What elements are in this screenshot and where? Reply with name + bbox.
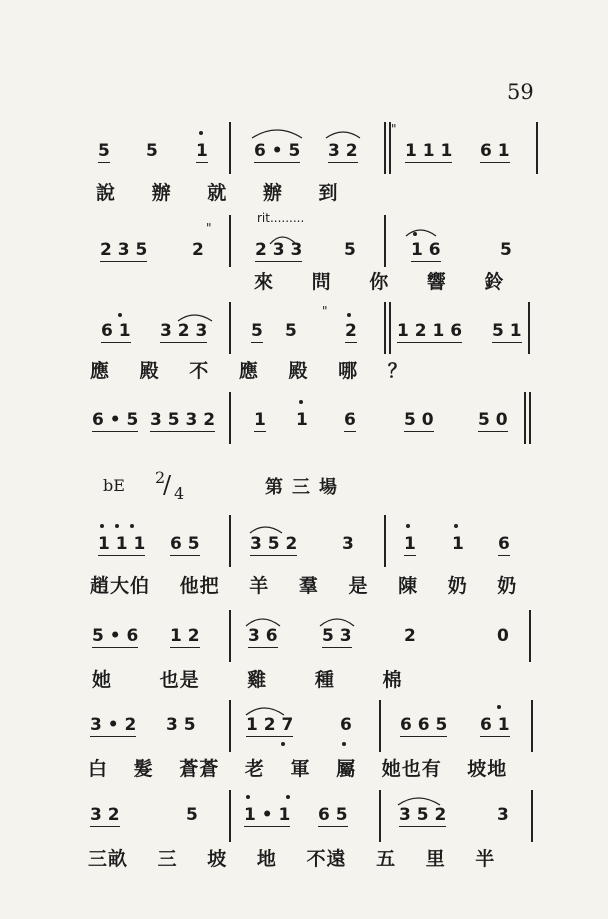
- note: 5: [186, 805, 198, 825]
- slur: [270, 237, 296, 244]
- breath-mark: ": [391, 122, 397, 136]
- lyric-line: 應 殿 不 應 殿 哪 ？: [90, 360, 408, 382]
- slur: [178, 315, 212, 321]
- slur-marks: [0, 120, 608, 180]
- section-title: 第三場: [265, 477, 346, 498]
- note: 1 2 1 6: [397, 321, 463, 341]
- note: 5 • 6: [92, 626, 139, 646]
- note: 6: [498, 534, 510, 554]
- note: 3: [497, 805, 509, 825]
- note: 1 2 7: [246, 715, 294, 735]
- note: 5: [146, 141, 158, 161]
- note: 5: [500, 240, 512, 260]
- note: 1: [296, 410, 308, 430]
- slur-marks: [0, 787, 608, 827]
- key-signature: bE: [103, 476, 125, 495]
- slur-marks: [0, 515, 608, 555]
- time-signature-slash: /: [163, 471, 172, 499]
- note: 1 6: [411, 240, 441, 260]
- slur-marks: [0, 608, 608, 648]
- note: 6 • 5: [92, 410, 139, 430]
- bar-line: [529, 392, 531, 444]
- note: 5: [98, 141, 110, 161]
- note: 3 5 2: [250, 534, 298, 554]
- slur-marks: [0, 220, 608, 260]
- note: 3 2: [328, 141, 358, 161]
- bar-line: [229, 392, 231, 444]
- note: 6 5: [170, 534, 200, 554]
- note: 6 • 5: [254, 141, 301, 161]
- lyric-line: 她 也是 雞 種 棉: [92, 669, 403, 691]
- slur: [250, 527, 282, 533]
- note: 1 1 1: [98, 534, 146, 554]
- slur: [326, 132, 360, 138]
- note: 5 0: [478, 410, 508, 430]
- note: 6 1: [101, 321, 131, 341]
- note: 0: [497, 626, 509, 646]
- low-octave-dot: [342, 742, 346, 746]
- note: 1: [452, 534, 464, 554]
- time-signature-bottom: 4: [174, 484, 185, 503]
- note: 5 3: [322, 626, 352, 646]
- note: 5 1: [492, 321, 522, 341]
- note: 1: [404, 534, 416, 554]
- lyric-line: 來 問 你 響 鈴: [254, 271, 505, 293]
- note: 5: [344, 240, 356, 260]
- note: 2: [404, 626, 416, 646]
- note: 3 • 2: [90, 715, 137, 735]
- breath-mark: ": [206, 221, 212, 235]
- note: 5: [251, 321, 263, 341]
- slur: [398, 798, 440, 805]
- note: 3 2 3: [160, 321, 208, 341]
- slur-marks: [0, 305, 608, 345]
- slur: [246, 619, 280, 626]
- note: 1: [196, 141, 208, 161]
- note: 3 5: [166, 715, 196, 735]
- note: 1 2: [170, 626, 200, 646]
- slur: [320, 619, 354, 626]
- note: 6 1: [480, 141, 510, 161]
- low-octave-dot: [281, 742, 285, 746]
- note: 6 6 5: [400, 715, 448, 735]
- note: 2 3 5: [100, 240, 148, 260]
- time-signature-top: 2: [155, 468, 166, 487]
- note: 3 6: [248, 626, 278, 646]
- note: 6 1: [480, 715, 510, 735]
- note: 2: [192, 240, 204, 260]
- note: 5: [285, 321, 297, 341]
- ritardando-mark: rit.........: [257, 211, 305, 225]
- note: 3 5 2: [399, 805, 447, 825]
- note: 5 0: [404, 410, 434, 430]
- note: 2: [345, 321, 357, 341]
- note: 1: [254, 410, 266, 430]
- note: 1 • 1: [244, 805, 291, 825]
- note: 6: [340, 715, 352, 735]
- lyric-line: 說 辦 就 辦 到: [96, 182, 339, 204]
- note: 3 2: [90, 805, 120, 825]
- note: 3: [342, 534, 354, 554]
- lyric-line: 白 髮 蒼蒼 老 軍 屬 她也有 坡地: [88, 758, 508, 780]
- slur: [406, 230, 436, 236]
- note: 1 1 1: [405, 141, 453, 161]
- breath-mark: ": [322, 304, 328, 318]
- note: 6: [344, 410, 356, 430]
- lyric-line: 趙大伯 他把 羊 羣 是 陳 奶 奶: [90, 575, 518, 597]
- slur: [252, 130, 302, 138]
- bar-line: [524, 392, 526, 444]
- slur-marks: [0, 697, 608, 737]
- lyric-line: 三畝 三 坡 地 不遠 五 里 半: [88, 848, 496, 870]
- note: 2 3 3: [255, 240, 303, 260]
- note: 3 5 3 2: [150, 410, 216, 430]
- note: 6 5: [318, 805, 348, 825]
- page-number: 59: [507, 80, 534, 104]
- slur: [246, 708, 284, 715]
- high-octave-dot: [299, 400, 303, 404]
